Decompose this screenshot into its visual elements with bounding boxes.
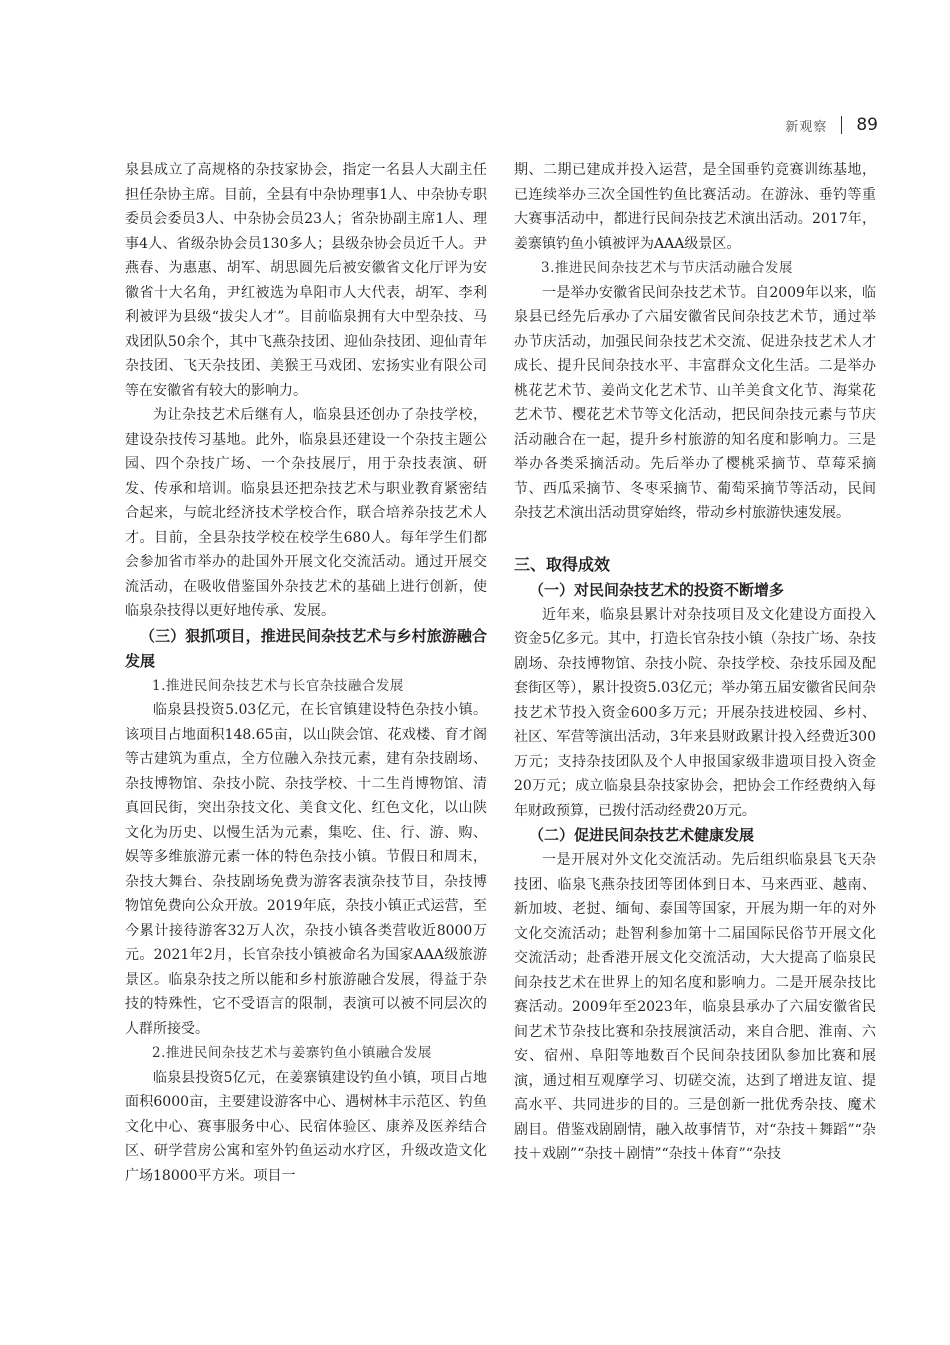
- chapter-heading: 三、取得成效: [514, 554, 611, 574]
- subsection-heading: 1.推进民间杂技艺术与长官杂技融合发展: [152, 677, 404, 694]
- subsection-heading: 2.推进民间杂技艺术与姜寨钓鱼小镇融合发展: [152, 1045, 432, 1061]
- subsection-heading: 3.推进民间杂技艺术与节庆活动融合发展: [541, 260, 793, 276]
- paragraph: 临泉县投资5亿元，在姜寨镇建设钓鱼小镇，项目占地面积6000亩，主要建设游客中心、遇树林丰示范区、钓鱼文化中心、赛事服务中心、民宿体验区、康养及医养结合区、研学营房公寓和室外钓鱼运动水疗区，升级改造文化广场18000平方米。项目一: [125, 1069, 487, 1184]
- section-heading: （三）狠抓项目，推进民间杂技艺术与乡村旅游融合发展: [125, 626, 487, 670]
- left-column: [125, 158, 487, 1188]
- section-heading: （二）促进民间杂技艺术健康发展: [529, 826, 755, 844]
- column-name: 新观察: [785, 119, 828, 135]
- section-heading: （一）对民间杂技艺术的投资不断增多: [529, 580, 785, 599]
- paragraph: 近年来，临泉县累计对杂技项目及文化建设方面投入资金5亿多元。其中，打造长官杂技小镇（杂技广场、杂技剧场、杂技博物馆、杂技小院、杂技学校、杂技乐园及配套街区等），累计投资5.03亿元；举办第五届安徽省民间杂技艺术节投入资金600多万元；开展杂技进校园、乡村、社区、军营等演出活动，3年来县财政累计投入经费近300万元；支持杂技团队及个人申报国家级非遗项目投入资金20万元；成立临泉县杂技家协会，把协会工作经费纳入每年财政预算，已拨付活动经费20万元。: [514, 606, 876, 819]
- paragraph: 期、二期已建成并投入运营，是全国垂钓竞赛训练基地，已连续举办三次全国性钓鱼比赛活动。在游泳、垂钓等重大赛事活动中，都进行民间杂技艺术演出活动。2017年，姜寨镇钓鱼小镇被评为AAA级景区。: [514, 162, 876, 252]
- header-divider: [841, 116, 842, 134]
- page-number: 89: [856, 115, 878, 135]
- running-header: [785, 113, 878, 137]
- paragraph: 泉县成立了高规格的杂技家协会，指定一名县人大副主任担任杂协主席。目前，全县有中杂协理事1人、中杂协专职委员会委员3人、中杂协会员23人；省杂协副主席1人、理事4人、省级杂协会员130多人；县级杂协会员近千人。尹燕春、为惠惠、胡军、胡思圆先后被安徽省文化厅评为安徽省十大名角，尹红被选为阜阳市人大代表，胡军、李利利被评为县级“拔尖人才”。目前临泉拥有大中型杂技、马戏团队50余个，其中飞燕杂技团、迎仙杂技团、迎仙青年杂技团、飞天杂技团、美猴王马戏团、宏扬实业有限公司等在安徽省有较大的影响力。: [125, 162, 487, 399]
- paragraph: 临泉县投资5.03亿元，在长官镇建设特色杂技小镇。该项目占地面积148.65亩，以山陕会馆、花戏楼、育才阁等古建筑为重点，全方位融入杂技元素，建有杂技剧场、杂技博物馆、杂技小院、杂技学校、十二生肖博物馆、清真回民街，突出杂技文化、美食文化、红色文化，以山陕文化为历史、以慢生活为元素，集吃、住、行、游、购、娱等多维旅游元素一体的特色杂技小镇。节假日和周末，杂技大舞台、杂技剧场免费为游客表演杂技节目，杂技博物馆免费向公众开放。2019年底，杂技小镇正式运营，至今累计接待游客32万人次，杂技小镇各类营收近8000万元。2021年2月，长官杂技小镇被命名为国家AAA级旅游景区。临泉杂技之所以能和乡村旅游融合发展，得益于杂技的特殊性，它不受语言的限制，表演可以被不同层次的人群所接受。: [125, 702, 487, 1037]
- paragraph: 为让杂技艺术后继有人，临泉县还创办了杂技学校，建设杂技传习基地。此外，临泉县还建设一个杂技主题公园、四个杂技广场、一个杂技展厅，用于杂技表演、研发、传承和培训。临泉县还把杂技艺术与职业教育紧密结合起来，与皖北经济技术学校合作，联合培养杂技艺术人才。目前，全县杂技学校在校学生680人。每年学生们都会参加省市举办的赴国外开展文化交流活动。通过开展交流活动，在吸收借鉴国外杂技艺术的基础上进行创新，使临泉杂技得以更好地传承、发展。: [125, 407, 487, 619]
- right-column: [514, 158, 876, 1167]
- paragraph: 一是举办安徽省民间杂技艺术节。自2009年以来，临泉县已经先后承办了六届安徽省民间杂技艺术节，通过举办节庆活动，加强民间杂技艺术交流、促进杂技艺术人才成长、提升民间杂技水平、丰富群众文化生活。二是举办桃花艺术节、姜尚文化艺术节、山羊美食文化节、海棠花艺术节、樱花艺术节等文化活动，把民间杂技元素与节庆活动融合在一起，提升乡村旅游的知名度和影响力。三是举办各类采摘活动。先后举办了樱桃采摘节、草莓采摘节、西瓜采摘节、冬枣采摘节、葡萄采摘节等活动，民间杂技艺术演出活动贯穿始终，带动乡村旅游快速发展。: [514, 284, 876, 521]
- paragraph: 一是开展对外文化交流活动。先后组织临泉县飞天杂技团、临泉飞燕杂技团等团体到日本、马来西亚、越南、新加坡、老挝、缅甸、泰国等国家，开展为期一年的对外文化交流活动；赴智利参加第十二届国际民俗节开展文化交流活动；赴香港开展文化交流活动，大大提高了临泉民间杂技艺术在世界上的知名度和影响力。二是开展杂技比赛活动。2009年至2023年，临泉县承办了六届安徽省民间艺术节杂技比赛和杂技展演活动，来自合肥、淮南、六安、宿州、阜阳等地数百个民间杂技团队参加比赛和展演，通过相互观摩学习、切磋交流，达到了增进友谊、提高水平、共同进步的目的。三是创新一批优秀杂技、魔术剧目。借鉴戏剧剧情，融入故事情节，对“杂技＋舞蹈”“杂技＋戏剧”“杂技＋剧情”“杂技＋体育”“杂技: [514, 852, 876, 1162]
